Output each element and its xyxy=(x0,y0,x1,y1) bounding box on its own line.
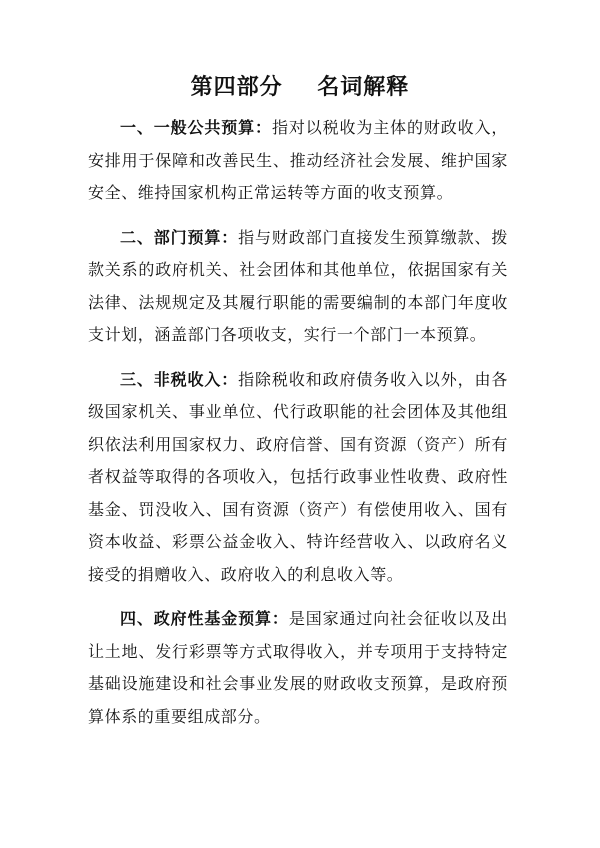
glossary-definition: 指除税收和政府债务收入以外，由各级国家机关、事业单位、代行政职能的社会团体及其他组织依法利用国家权力、政府信誉、国有资源（资产）所有者权益等取得的各项收入，包括行政事业性收费、政府性基金、罚没收入、国有资源（资产）有偿使用收入、国有资本收益、彩票公益金收入、特许经营收入、以政府名义接受的捐赠收入、政府收入的利息收入等。 xyxy=(88,369,508,584)
page-title: 第四部分 名词解释 xyxy=(190,74,410,100)
glossary-term: 四、政府性基金预算： xyxy=(120,609,289,628)
glossary-definition: 指对以税收为主体的财政收入，安排用于保障和改善民生、推动经济社会发展、维护国家安全、维持国家机构正常运转等方面的收支预算。 xyxy=(88,118,508,202)
glossary-term: 二、部门预算： xyxy=(120,227,239,247)
glossary-definition: 指与财政部门直接发生预算缴款、拨款关系的政府机关、社会团体和其他单位，依据国家有关法律、法规规定及其履行职能的需要编制的本部门年度收支计划，涵盖部门各项收支，实行一个部门一本预算。 xyxy=(88,227,508,344)
glossary-term: 三、非税收入： xyxy=(120,369,239,389)
glossary-entry-non-tax-revenue xyxy=(88,364,508,592)
glossary-entry-general-public-budget xyxy=(88,112,508,210)
glossary-entry-department-budget xyxy=(88,222,508,352)
glossary-term: 一、一般公共预算： xyxy=(120,118,272,137)
glossary-definition: 是国家通过向社会征收以及出让土地、发行彩票等方式取得收入，并专项用于支持特定基础设施建设和社会事业发展的财政收支预算，是政府预算体系的重要组成部分。 xyxy=(88,609,508,726)
glossary-entry-government-fund-budget xyxy=(88,603,508,733)
glossary-body xyxy=(88,112,508,733)
